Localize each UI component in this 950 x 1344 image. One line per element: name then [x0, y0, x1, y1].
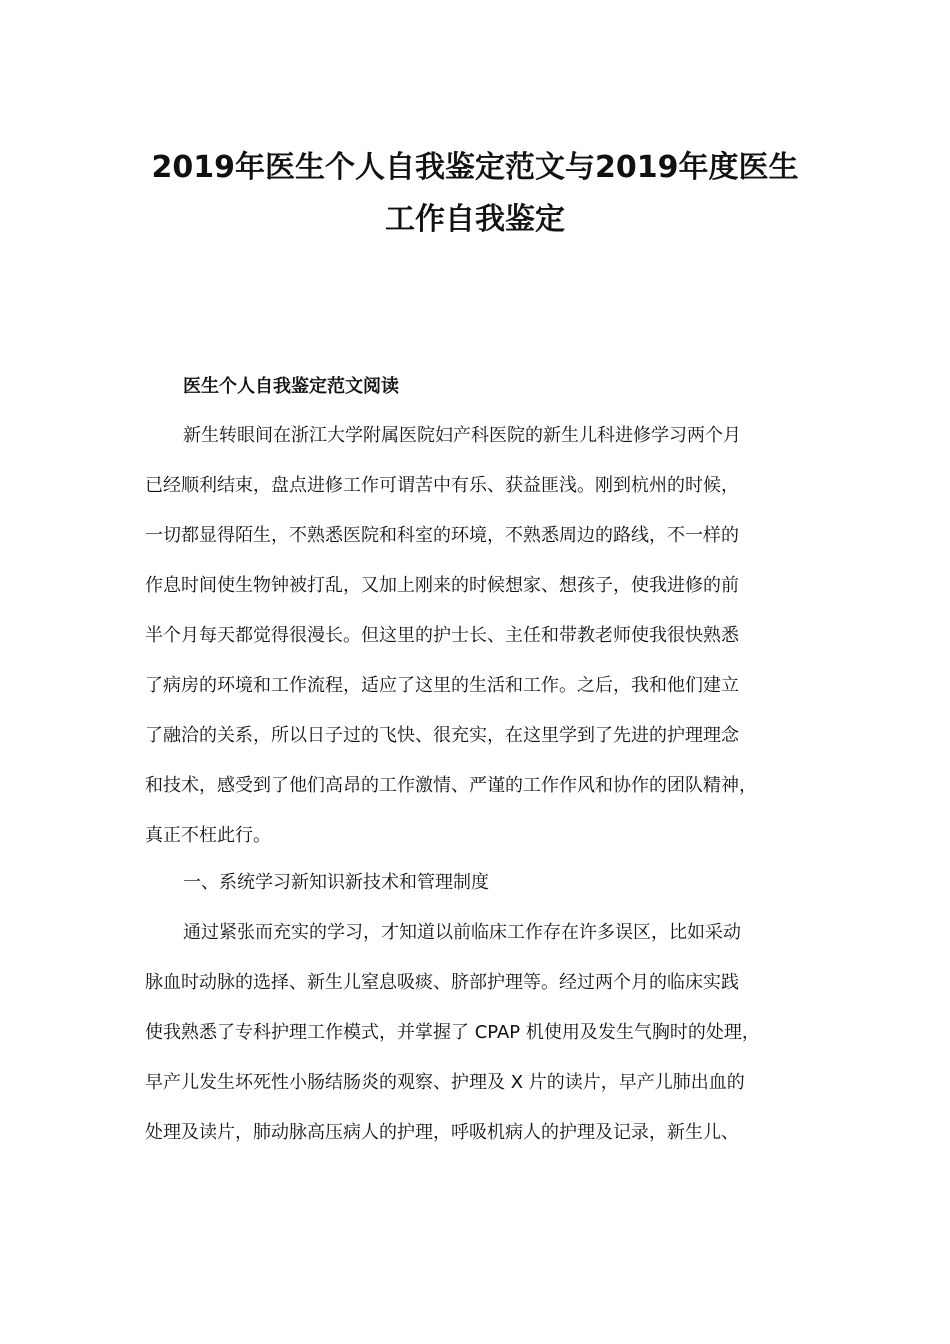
paragraph-line: 通过紧张而充实的学习，才知道以前临床工作存在许多误区，比如采动	[183, 922, 741, 943]
paragraph-line: 和技术，感受到了他们高昂的工作激情、严谨的工作作风和协作的团队精神，	[145, 775, 757, 796]
paragraph-1	[145, 411, 797, 861]
paragraph-line: 已经顺利结束，盘点进修工作可谓苦中有乐、获益匪浅。刚到杭州的时候，	[145, 475, 739, 496]
paragraph-2	[145, 908, 797, 1158]
title-line-2: 工作自我鉴定	[385, 202, 565, 237]
paragraph-line: 作息时间使生物钟被打乱，又加上刚来的时候想家、想孩子，使我进修的前	[145, 575, 739, 596]
paragraph-line: 了病房的环境和工作流程，适应了这里的生活和工作。之后，我和他们建立	[145, 675, 739, 696]
paragraph-line: 了融洽的关系，所以日子过的飞快、很充实，在这里学到了先进的护理理念	[145, 725, 739, 746]
paragraph-line: 处理及读片，肺动脉高压病人的护理，呼吸机病人的护理及记录，新生儿、	[145, 1122, 739, 1143]
paragraph-line: 使我熟悉了专科护理工作模式，并掌握了 CPAP 机使用及发生气胸时的处理，	[145, 1022, 760, 1043]
section-heading: 医生个人自我鉴定范文阅读	[183, 376, 399, 397]
paragraph-line: 真正不枉此行。	[145, 825, 271, 846]
paragraph-line: 脉血时动脉的选择、新生儿窒息吸痰、脐部护理等。经过两个月的临床实践	[145, 972, 739, 993]
subheading-1: 一、系统学习新知识新技术和管理制度	[183, 872, 489, 893]
paragraph-line: 新生转眼间在浙江大学附属医院妇产科医院的新生儿科进修学习两个月	[183, 425, 741, 446]
title-line-1: 2019年医生个人自我鉴定范文与2019年度医生	[151, 150, 799, 185]
paragraph-line: 一切都显得陌生，不熟悉医院和科室的环境，不熟悉周边的路线，不一样的	[145, 525, 739, 546]
paragraph-line: 半个月每天都觉得很漫长。但这里的护士长、主任和带教老师使我很快熟悉	[145, 625, 739, 646]
paragraph-line: 早产儿发生坏死性小肠结肠炎的观察、护理及 X 片的读片，早产儿肺出血的	[145, 1072, 745, 1093]
document-title	[140, 142, 810, 246]
subheading-1-block	[145, 858, 797, 908]
